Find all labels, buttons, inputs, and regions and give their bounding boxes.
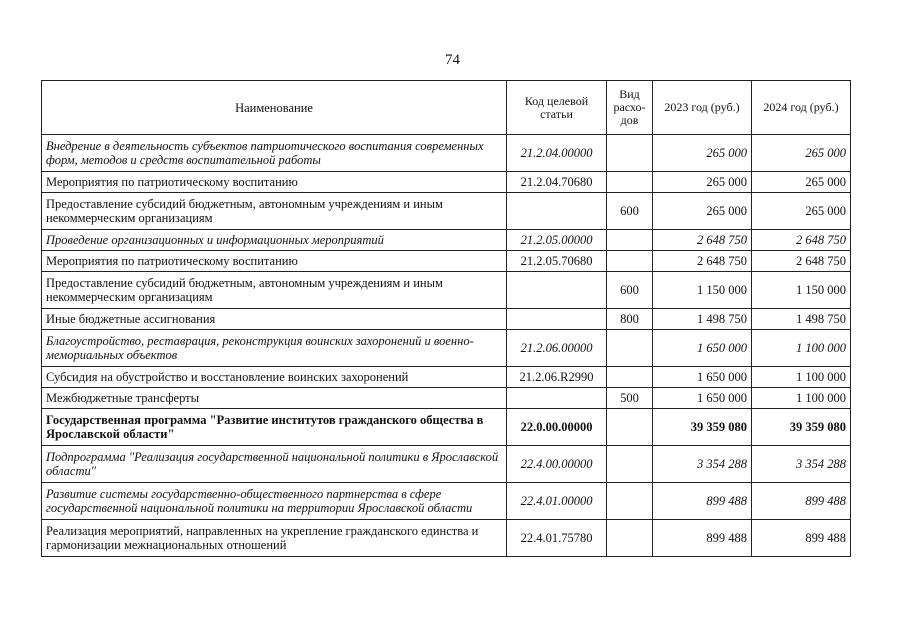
table-body: [42, 135, 851, 557]
row-type: 600: [607, 272, 653, 309]
row-type: [607, 483, 653, 520]
row-name: Подпрограмма "Реализация государственной национальной политики в Ярославской области": [42, 446, 507, 483]
row-name: Межбюджетные трансферты: [42, 388, 507, 409]
row-code: 21.2.05.00000: [507, 230, 607, 251]
row-code: 22.4.01.00000: [507, 483, 607, 520]
row-code: 21.2.05.70680: [507, 251, 607, 272]
table-row: [42, 388, 851, 409]
row-code: 22.0.00.00000: [507, 409, 607, 446]
row-name: Мероприятия по патриотическому воспитанию: [42, 251, 507, 272]
row-value-2023: 2 648 750: [653, 230, 752, 251]
row-value-2024: 2 648 750: [752, 251, 851, 272]
table-row: [42, 135, 851, 172]
row-type: [607, 367, 653, 388]
table-row: [42, 483, 851, 520]
row-value-2023: 1 650 000: [653, 367, 752, 388]
row-value-2023: 899 488: [653, 483, 752, 520]
row-value-2023: 265 000: [653, 135, 752, 172]
row-type: [607, 230, 653, 251]
row-type: 600: [607, 193, 653, 230]
row-code: 22.4.00.00000: [507, 446, 607, 483]
row-value-2023: 1 650 000: [653, 388, 752, 409]
row-type: [607, 330, 653, 367]
row-code: 21.2.06.00000: [507, 330, 607, 367]
row-type: [607, 520, 653, 557]
row-name: Государственная программа "Развитие институтов гражданского общества в Ярославской области": [42, 409, 507, 446]
table-row: [42, 330, 851, 367]
row-type: [607, 446, 653, 483]
row-code: 21.2.04.00000: [507, 135, 607, 172]
row-type: 800: [607, 309, 653, 330]
row-name: Мероприятия по патриотическому воспитанию: [42, 172, 507, 193]
row-code: 21.2.06.R2990: [507, 367, 607, 388]
row-value-2024: 2 648 750: [752, 230, 851, 251]
row-type: [607, 172, 653, 193]
row-type: 500: [607, 388, 653, 409]
table-row: [42, 193, 851, 230]
table-row: [42, 309, 851, 330]
row-value-2023: 1 498 750: [653, 309, 752, 330]
page-number: 74: [445, 52, 460, 68]
row-name: Внедрение в деятельность субъектов патриотического воспитания современных форм, методов и средств воспитательной работы: [42, 135, 507, 172]
row-name: Благоустройство, реставрация, реконструкция воинских захоронений и военно-мемориальных объектов: [42, 330, 507, 367]
row-value-2024: 1 498 750: [752, 309, 851, 330]
row-type: [607, 409, 653, 446]
row-value-2024: 1 100 000: [752, 367, 851, 388]
row-code: [507, 309, 607, 330]
row-value-2023: 265 000: [653, 172, 752, 193]
row-value-2024: 39 359 080: [752, 409, 851, 446]
row-code: 21.2.04.70680: [507, 172, 607, 193]
row-value-2024: 265 000: [752, 172, 851, 193]
row-value-2023: 1 650 000: [653, 330, 752, 367]
table-row: [42, 409, 851, 446]
row-name: Проведение организационных и информационных мероприятий: [42, 230, 507, 251]
header-type: Вид расхо-дов: [607, 81, 653, 135]
row-value-2024: 899 488: [752, 483, 851, 520]
row-code: 22.4.01.75780: [507, 520, 607, 557]
row-value-2024: 899 488: [752, 520, 851, 557]
table-row: [42, 446, 851, 483]
row-value-2024: 1 150 000: [752, 272, 851, 309]
row-value-2023: 899 488: [653, 520, 752, 557]
row-name: Субсидия на обустройство и восстановление воинских захоронений: [42, 367, 507, 388]
row-code: [507, 272, 607, 309]
table-row: [42, 272, 851, 309]
row-value-2024: 1 100 000: [752, 330, 851, 367]
table-row: [42, 367, 851, 388]
row-name: Развитие системы государственно-общественного партнерства в сфере государственной национальной политики на территории Ярославской области: [42, 483, 507, 520]
row-value-2024: 265 000: [752, 135, 851, 172]
table-row: [42, 172, 851, 193]
row-value-2024: 265 000: [752, 193, 851, 230]
header-name: Наименование: [42, 81, 507, 135]
row-type: [607, 251, 653, 272]
table-header-row: [42, 81, 851, 135]
row-name: Иные бюджетные ассигнования: [42, 309, 507, 330]
row-value-2023: 39 359 080: [653, 409, 752, 446]
header-2023: 2023 год (руб.): [653, 81, 752, 135]
row-name: Реализация мероприятий, направленных на укрепление гражданского единства и гармонизации межнациональных отношений: [42, 520, 507, 557]
budget-table: [41, 80, 851, 557]
row-name: Предоставление субсидий бюджетным, автономным учреждениям и иным некоммерческим организациям: [42, 193, 507, 230]
header-code: Код целевой статьи: [507, 81, 607, 135]
table-row: [42, 230, 851, 251]
row-value-2024: 1 100 000: [752, 388, 851, 409]
row-value-2023: 1 150 000: [653, 272, 752, 309]
table-row: [42, 520, 851, 557]
header-2024: 2024 год (руб.): [752, 81, 851, 135]
row-name: Предоставление субсидий бюджетным, автономным учреждениям и иным некоммерческим организациям: [42, 272, 507, 309]
row-value-2023: 3 354 288: [653, 446, 752, 483]
row-code: [507, 193, 607, 230]
row-value-2023: 2 648 750: [653, 251, 752, 272]
row-value-2024: 3 354 288: [752, 446, 851, 483]
row-code: [507, 388, 607, 409]
table-row: [42, 251, 851, 272]
row-type: [607, 135, 653, 172]
row-value-2023: 265 000: [653, 193, 752, 230]
